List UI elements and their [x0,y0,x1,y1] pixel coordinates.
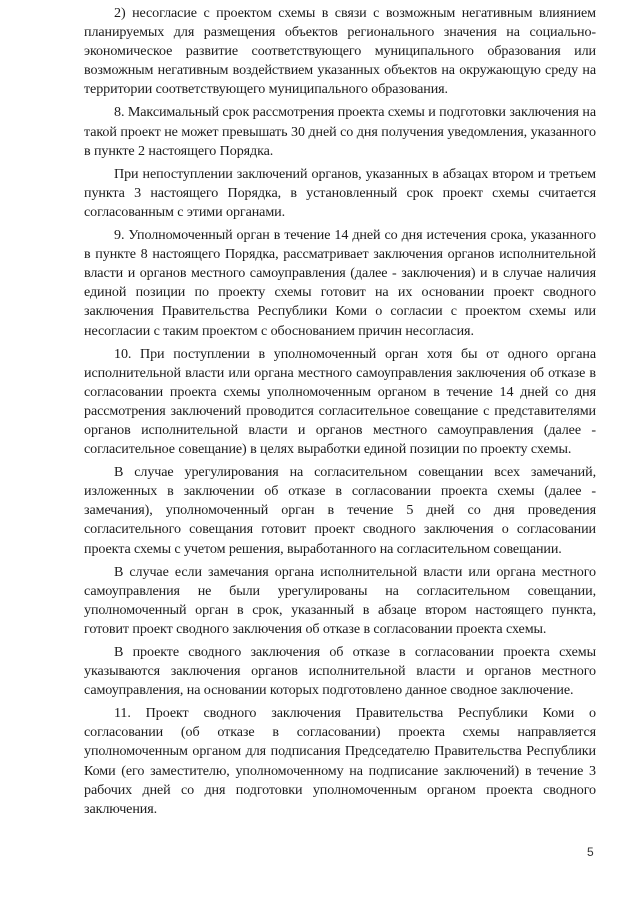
paragraph-unresolved: В случае если замечания органа исполнительной власти или органа местного самоуправления не были урегулированы на согласительном совещании, уполномоченный орган в срок, указанный в абзаце втором настоящего пункта, готовит проект сводного заключения об отказе в согласовании проекта схемы. [84,563,596,637]
paragraph-point-9: 9. Уполномоченный орган в течение 14 дней со дня истечения срока, указанного в пункте 8 настоящего Порядка, рассматривает заключения органов исполнительной власти и органов местного самоуправления (далее - заключения) и в случае наличия единой позиции по проекту схемы готовит на их основании проект сводного заключения Правительства Республики Коми о согласии с проектом схемы или несогласии с таким проектом с обоснованием причин несогласия. [84,227,596,339]
paragraph-item-2: 2) несогласие с проектом схемы в связи с возможным негативным влиянием планируемых для размещения объектов регионального значения на социально-экономическое развитие соответствующего муниципального образования или возможным негативным воздействием указанных объектов на окружающую среду на территории соответствующего муниципального образования. [84,5,596,98]
paragraph-non-receipt: При непоступлении заключений органов, указанных в абзацах втором и третьем пункта 3 настоящего Порядка, в установленный срок проект схемы считается согласованным с этими органами. [84,165,596,220]
document-page [84,4,596,823]
page-number: 5 [587,845,594,859]
paragraph-refusal-draft: В проекте сводного заключения об отказе в согласовании проекта схемы указываются заключения органов исполнительной власти и органов местного самоуправления, на основании которых подготовлено данное сводное заключение. [84,644,596,699]
paragraph-settlement: В случае урегулирования на согласительном совещании всех замечаний, изложенных в заключении об отказе в согласовании проекта схемы (далее - замечания), уполномоченный орган в течение 5 дней со дня проведения согласительного совещания готовит проект сводного заключения о согласовании проекта схемы с учетом решения, выработанного на согласительном совещании. [84,464,596,557]
paragraph-point-8: 8. Максимальный срок рассмотрения проекта схемы и подготовки заключения на такой проект не может превышать 30 дней со дня получения уведомления, указанного в пункте 2 настоящего Порядка. [84,104,596,159]
paragraph-point-11: 11. Проект сводного заключения Правительства Республики Коми о согласовании (об отказе в согласовании) проекта схемы направляется уполномоченным органом для подписания Председателю Правительства Республики Коми (его заместителю, уполномоченному на подписание заключений) в течение 3 рабочих дней со дня подготовки уполномоченным органом проекта сводного заключения. [84,705,596,817]
paragraph-point-10: 10. При поступлении в уполномоченный орган хотя бы от одного органа исполнительной власти или органа местного самоуправления заключения об отказе в согласовании проекта схемы уполномоченным органом в течение 14 дней со дня рассмотрения заключений проводится согласительное совещание с представителями органов исполнительной власти и органов местного самоуправления (далее - согласительное совещание) в целях выработки единой позиции по проекту схемы. [84,345,596,458]
